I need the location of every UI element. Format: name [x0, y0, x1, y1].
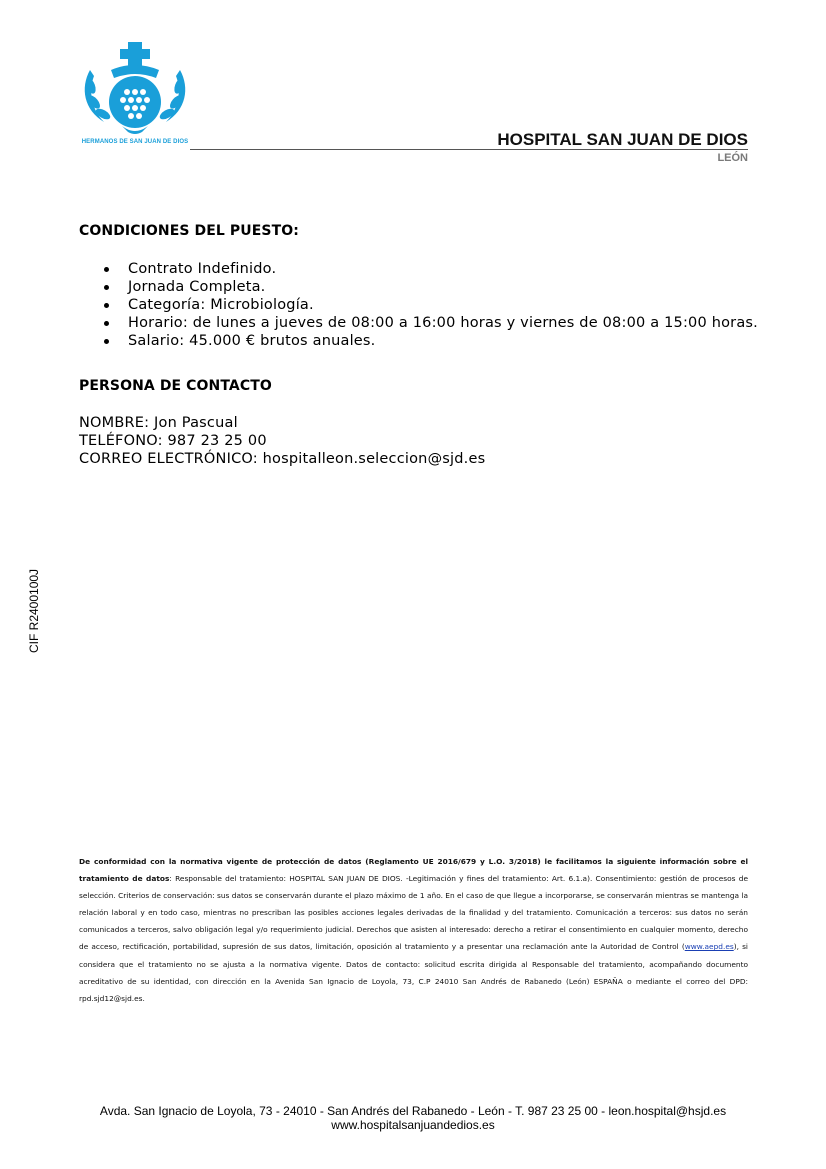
order-emblem-icon [78, 40, 192, 140]
list-item: Jornada Completa. [104, 278, 758, 296]
legal-notice [79, 853, 748, 1007]
list-item: Categoría: Microbiología. [104, 296, 758, 314]
list-item: Contrato Indefinido. [104, 260, 758, 278]
hospital-city: LEÓN [717, 152, 748, 164]
hospital-name: HOSPITAL SAN JUAN DE DIOS [497, 130, 748, 149]
contact-name: NOMBRE: Jon Pascual [79, 415, 238, 431]
legal-text-1: : Responsable del tratamiento: HOSPITAL SAN JUAN DE DIOS. -Legitimación y fines del tratamiento: Art. 6.1.a). Consentimiento: gestión de procesos de selección. Criterios de conservación: sus datos se conservarán durante el plazo máximo de 1 año. En el caso de que llegue a incorporarse, se conservarán mientras se mantenga la relación laboral y en todo caso, mientras no prescriban las posibles acciones legales derivadas de la finalidad y del tratamiento. Comunicación a terceros: sus datos no serán comunicados a terceros, salvo obligación legal y/o requerimiento judicial. Derechos que asisten al interesado: derecho a retirar el consentimiento en cualquier momento, derecho de acceso, rectificación, portabilidad, supresión de sus datos, limitación, oposición al tratamiento y a presentar una reclamación ante la Autoridad de Control ( [79, 874, 749, 952]
conditions-list [104, 260, 758, 350]
legal-text-2: ), si considera que el tratamiento no se ajusta a la normativa vigente. Datos de contacto: solicitud escrita dirigida al Responsable del tratamiento, acompañando documento acreditativo de su identidad, con dirección en la Avenida San Ignacio de Loyola, 73, C.P 24010 San Andrés de Rabanedo (León) ESPAÑA o mediante el correo del DPD: rpd.sjd12@sjd.es. [79, 942, 748, 1003]
legal-intro: De conformidad con la normativa vigente de protección de datos (Reglamento UE 2016/679 y L.O. 3/2018) le facilitamos la siguiente información sobre el tratamiento de datos [79, 857, 748, 884]
aepd-link[interactable]: www.aepd.es [684, 942, 734, 952]
cif-side-text: CIF R2400100J [27, 568, 41, 653]
contact-title: PERSONA DE CONTACTO [79, 378, 272, 394]
hospital-logo [78, 40, 192, 155]
contact-email: CORREO ELECTRÓNICO: hospitalleon.seleccion@sjd.es [79, 451, 486, 467]
logo-text: HERMANOS DE SAN JUAN DE DIOS [81, 139, 189, 145]
footer-website: www.hospitalsanjuandedios.es [331, 1118, 495, 1132]
contact-block [79, 414, 485, 468]
list-item: Salario: 45.000 € brutos anuales. [104, 332, 758, 350]
footer-address: Avda. San Ignacio de Loyola, 73 - 24010 - San Andrés del Rabanedo - León - T. 987 23 25 00 - leon.hospital@hsjd.es [99, 1104, 727, 1118]
conditions-title: CONDICIONES DEL PUESTO: [79, 223, 299, 239]
list-item: Horario: de lunes a jueves de 08:00 a 16:00 horas y viernes de 08:00 a 15:00 horas. [104, 314, 758, 332]
contact-phone: TELÉFONO: 987 23 25 00 [79, 433, 267, 449]
